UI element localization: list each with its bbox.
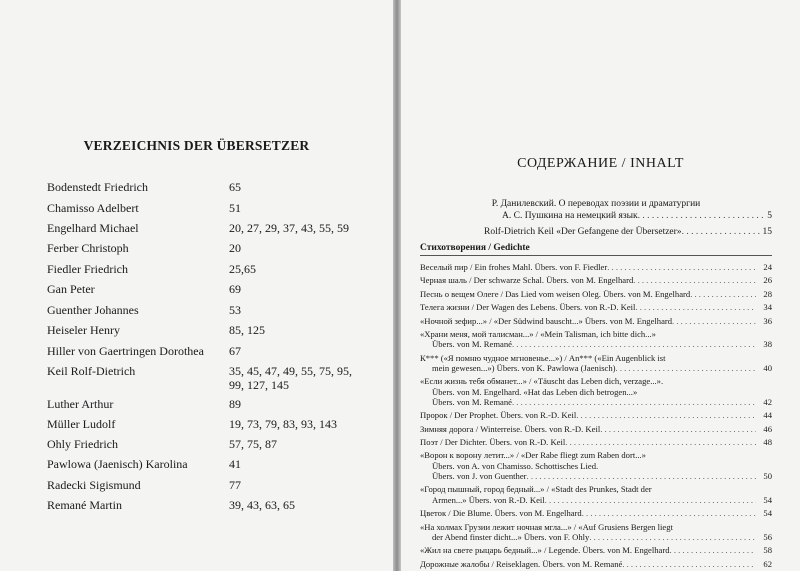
toc-entry-text: Веселый пир / Ein frohes Mahl. Übers. von F. Fiedler [420,262,608,272]
page-number: 5 [767,210,772,221]
translator-row [47,180,367,194]
toc-line [420,461,772,471]
dot-leader [622,559,756,569]
translator-row [47,262,367,276]
translator-name: Ohly Friedrich [47,437,118,451]
toc-entry-text: Песнь о вещем Олеге / Das Lied vom weisen Oleg. Übers. von M. Engelhard [420,288,691,299]
dot-leader [635,302,756,312]
toc-line [420,363,772,373]
toc-entry-text: Зимняя дорога / Winterreise. Übers. von R.-D. Keil [420,423,601,434]
toc-entry [420,484,772,505]
toc-entry [420,275,772,285]
translator-name: Hiller von Gaertringen Dorothea [47,344,204,358]
intro-line [420,227,772,239]
translator-name: Luther Arthur [47,397,114,411]
translator-pages: 85, 125 [229,323,265,337]
toc-entry-text: Armen...» Übers. von R.-D. Keil [432,494,545,505]
translator-pages: 53 [229,303,241,317]
translator-name: Chamisso Adelbert [47,201,139,215]
toc-line [420,397,772,407]
toc-entry [420,262,772,272]
toc-line [420,339,772,349]
page-number: 44 [763,410,772,421]
translator-row [47,364,367,392]
toc-entry [420,376,772,407]
section-heading: Стихотворения / Gedichte [420,243,530,253]
toc-entry-text: Черная шаль / Der schwarze Schal. Übers. von M. Engelhard [420,275,634,286]
translator-row [47,323,367,337]
toc-entry [420,353,772,374]
toc-entry [420,316,772,326]
dot-leader [600,424,756,434]
contents-list [420,262,772,569]
toc-line [420,289,772,299]
intro-text: А. С. Пушкина на немецкий язык [502,210,638,221]
toc-entry [420,545,772,555]
page-number: 54 [763,508,772,519]
translator-row [47,282,367,296]
section-rule [420,255,772,256]
dot-leader [607,262,756,272]
toc-line [420,262,772,272]
dot-leader [690,289,756,299]
page-number: 24 [763,262,772,272]
toc-line [420,508,772,518]
page-number: 38 [763,339,772,350]
toc-line [420,275,772,285]
toc-entry-text: «Ворон к ворону летит...» / «Der Rabe fliegt zum Raben dort...» [420,450,646,461]
toc-line [420,484,772,494]
toc-entry [420,329,772,350]
translator-name: Bodenstedt Friedrich [47,180,148,194]
dot-leader [672,316,756,326]
toc-entry-text: Пророк / Der Prophet. Übers. von R.-D. Keil [420,410,577,421]
toc-entry [420,424,772,434]
page-number: 28 [763,288,772,299]
translator-row [47,241,367,255]
toc-line [420,471,772,481]
translator-pages: 20, 27, 29, 37, 43, 55, 59 [229,221,349,235]
toc-entry-text: Übers. von M. Engelhard. «Hat das Leben dich betrogen...» [432,386,638,397]
translator-pages: 57, 75, 87 [229,437,277,451]
page-number: 58 [763,545,772,556]
page-number: 34 [763,302,772,313]
translator-pages: 67 [229,344,241,358]
toc-entry-text: «На холмах Грузии лежит ночная мгла...» / «Auf Grusiens Bergen liegt [420,521,673,532]
toc-line [420,495,772,505]
page-number: 40 [763,362,772,373]
toc-entry-text: Übers. von J. von Guenther [432,471,527,482]
translator-name: Fiedler Friedrich [47,262,128,276]
translator-row [47,201,367,215]
translator-pages: 89 [229,397,241,411]
toc-entry [420,522,772,543]
toc-entry-text: «Ночной зефир...» / «Der Südwind bauscht...» Übers. von M. Engelhard [420,315,673,326]
toc-entry [420,410,772,420]
translator-row [47,397,367,411]
toc-line [420,329,772,339]
page-number: 36 [763,315,772,326]
toc-entry [420,508,772,518]
dot-leader [670,545,756,555]
translator-name: Ferber Christoph [47,241,129,255]
toc-entry-text: Цветок / Die Blume. Übers. von M. Engelhard [420,508,582,519]
intro-line [420,211,772,223]
dot-leader [576,410,756,420]
dot-leader [545,495,756,505]
translator-name: Engelhard Michael [47,221,139,235]
toc-line [420,376,772,386]
translator-pages: 25,65 [229,262,256,276]
toc-line [420,437,772,447]
toc-entry-text: «Если жизнь тебя обманет...» / «Täuscht das Leben dich, verzage...». [420,376,664,387]
intro-text: Р. Данилевский. О переводах поэзии и драматургии [491,199,701,209]
translator-row [47,478,367,492]
toc-line [420,387,772,397]
toc-line [420,353,772,363]
translator-row [47,437,367,451]
toc-line [420,559,772,569]
translator-pages: 65 [229,180,241,194]
page-number: 62 [763,558,772,569]
translator-row [47,344,367,358]
toc-entry-text: mein gewesen...») Übers. von K. Pawlowa (Jaenisch) [432,362,616,373]
dot-leader [512,339,756,349]
toc-entry [420,289,772,299]
page-number: 54 [763,494,772,505]
page-number: 26 [763,275,772,286]
toc-entry-text: der Abend finster dicht...» Übers. von F. Ohly [432,531,590,542]
page-number: 48 [763,437,772,448]
translator-pages: 20 [229,241,241,255]
dot-leader [527,471,756,481]
book-gutter [393,0,401,571]
translator-pages: 35, 45, 47, 49, 55, 75, 95, 99, 127, 145 [229,364,352,392]
toc-entry-text: Übers. von A. von Chamisso. Schottisches Lied. [432,460,599,471]
toc-entry-text: «Жил на свете рыцарь бедный...» / Legende. Übers. von M. Engelhard [420,545,670,556]
translator-pages: 39, 43, 63, 65 [229,498,295,512]
dot-leader [616,363,756,373]
toc-entry-text: Übers. von M. Remané [432,339,512,350]
translator-row [47,498,367,512]
page-number: 56 [763,531,772,542]
toc-line [420,410,772,420]
page-number: 46 [763,423,772,434]
dot-leader [565,437,756,447]
dot-leader [682,227,761,239]
translator-row [47,457,367,471]
dot-leader [512,397,756,407]
toc-line [420,302,772,312]
translator-name: Gan Peter [47,282,95,296]
toc-line [420,424,772,434]
intro-line [420,199,772,211]
page-number: 50 [763,471,772,482]
dot-leader [589,532,756,542]
translator-name: Radecki Sigismund [47,478,141,492]
page-number: 15 [762,227,772,237]
toc-entry [420,450,772,481]
translators-index-title: VERZEICHNIS DER ÜBERSETZER [83,138,310,153]
translator-name: Guenther Johannes [47,303,139,317]
toc-entry-text: Телега жизни / Der Wagen des Lebens. Übers. von R.-D. Keil [420,302,636,313]
dot-leader [633,275,756,285]
toc-entry-text: «Город пышный, город бедный...» / «Stadt des Prunkes, Stadt der [420,484,652,495]
translator-pages: 77 [229,478,241,492]
translator-name: Remané Martin [47,498,122,512]
intro-text: Rolf-Dietrich Keil «Der Gefangene der Übersetzer» [484,227,682,237]
translator-pages: 41 [229,457,241,471]
toc-entry [420,302,772,312]
translator-pages: 69 [229,282,241,296]
toc-line [420,316,772,326]
dot-leader [638,211,766,223]
translator-name: Keil Rolf-Dietrich [47,364,136,378]
toc-line [420,522,772,532]
translator-name: Müller Ludolf [47,417,116,431]
translator-row [47,417,367,431]
translator-row [47,221,367,235]
toc-entry [420,437,772,447]
toc-entry-text: Дорожные жалобы / Reiseklagen. Übers. von M. Remané [420,558,623,569]
toc-entry-text: «Храни меня, мой талисман...» / «Mein Talisman, ich bitte dich...» [420,328,656,339]
contents-title: СОДЕРЖАНИЕ / INHALT [517,156,684,171]
toc-entry [420,559,772,569]
translator-name: Heiseler Henry [47,323,120,337]
toc-line [420,450,772,460]
translator-row [47,303,367,317]
dot-leader [582,508,756,518]
translator-pages: 51 [229,201,241,215]
toc-line [420,545,772,555]
page-number: 42 [763,396,772,407]
translator-pages: 19, 73, 79, 83, 93, 143 [229,417,337,431]
toc-entry-text: Поэт / Der Dichter. Übers. von R.-D. Keil [420,437,566,448]
toc-entry-text: Übers. von M. Remané [432,396,512,407]
translator-name: Pawlowa (Jaenisch) Karolina [47,457,188,471]
toc-line [420,532,772,542]
toc-entry-text: К*** («Я помню чудное мгновенье...») / An*** («Ein Augenblick ist [420,352,666,363]
intro-entry [420,227,772,239]
intro-entry [420,199,772,222]
